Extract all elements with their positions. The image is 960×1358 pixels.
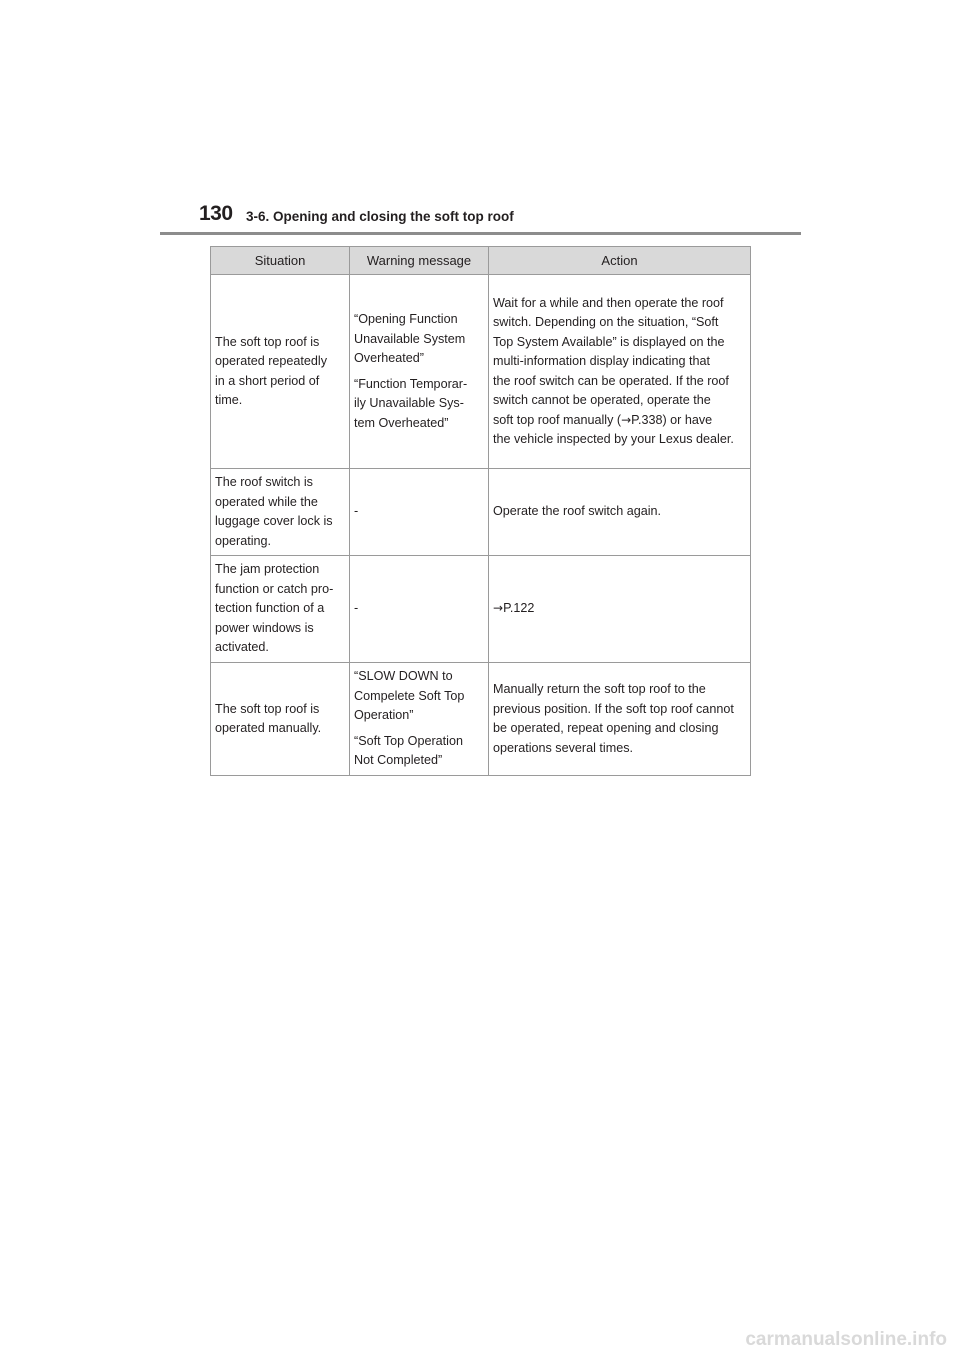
action-cell xyxy=(489,275,751,469)
action-text xyxy=(493,294,746,450)
situation-cell xyxy=(211,556,350,663)
action-text: Operate the roof switch again. xyxy=(493,504,662,519)
warning-message-cell xyxy=(350,663,489,776)
action-text-tail: ) or have the vehicle inspected by your Lexus dealer. xyxy=(493,412,734,446)
warning-message-text: - xyxy=(354,601,359,616)
action-cell xyxy=(489,556,751,663)
situation-text: The soft top roof is operated repeatedly in a short period of time. xyxy=(215,334,328,407)
table-row xyxy=(211,663,751,776)
action-text xyxy=(493,599,746,619)
arrow-right-icon: → xyxy=(621,412,632,427)
column-header-warning-message: Warning message xyxy=(350,247,489,275)
warning-message-cell xyxy=(350,556,489,663)
watermark-text: carmanualsonline.info xyxy=(745,1329,947,1350)
action-text: Manually return the soft top roof to the previous position. If the soft top roof cannot be operated, repeat opening and closing operations several times. xyxy=(493,682,734,755)
warning-message-table xyxy=(210,246,751,776)
warning-message-text: “Soft Top Operation Not Completed” xyxy=(354,733,463,768)
column-header-action: Action xyxy=(489,247,751,275)
action-cell xyxy=(489,663,751,776)
page-reference-link[interactable]: P.122 xyxy=(503,601,535,616)
page-number: 130 xyxy=(199,202,233,225)
header-divider xyxy=(160,232,801,235)
column-header-situation: Situation xyxy=(211,247,350,275)
situation-cell xyxy=(211,275,350,469)
warning-message-text: “Function Temporar- ily Unavailable Sys- tem Overheated” xyxy=(354,376,468,430)
page-header xyxy=(0,0,960,240)
section-title: 3-6. Opening and closing the soft top roof xyxy=(246,209,514,224)
warning-message-text: - xyxy=(354,504,359,519)
situation-text: The soft top roof is operated manually. xyxy=(215,701,322,735)
page-reference-link[interactable]: P.338 xyxy=(631,412,663,427)
warning-message-cell xyxy=(350,275,489,469)
situation-cell xyxy=(211,663,350,776)
table-row xyxy=(211,275,751,469)
table-row xyxy=(211,469,751,556)
situation-text: The roof switch is operated while the luggage cover lock is operating. xyxy=(215,475,333,548)
warning-message-text: “SLOW DOWN to Compelete Soft Top Operation” xyxy=(354,669,465,723)
action-cell xyxy=(489,469,751,556)
situation-cell xyxy=(211,469,350,556)
watermark xyxy=(0,1325,960,1358)
arrow-right-icon: → xyxy=(493,601,504,616)
warning-message-cell xyxy=(350,469,489,556)
table-header-row xyxy=(211,247,751,275)
table-row xyxy=(211,556,751,663)
warning-message-text: “Opening Function Unavailable System Overheated” xyxy=(354,312,466,365)
situation-text: The jam protection function or catch pro- tection function of a power windows is activated. xyxy=(215,562,334,655)
action-text-main: Wait for a while and then operate the roof switch. Depending on the situation, “Soft Top System Available” is displayed on the multi-information display indicating that the roof switch can be operated. If the roof switch cannot be operated, operate the soft top roof manually ( xyxy=(493,295,729,427)
